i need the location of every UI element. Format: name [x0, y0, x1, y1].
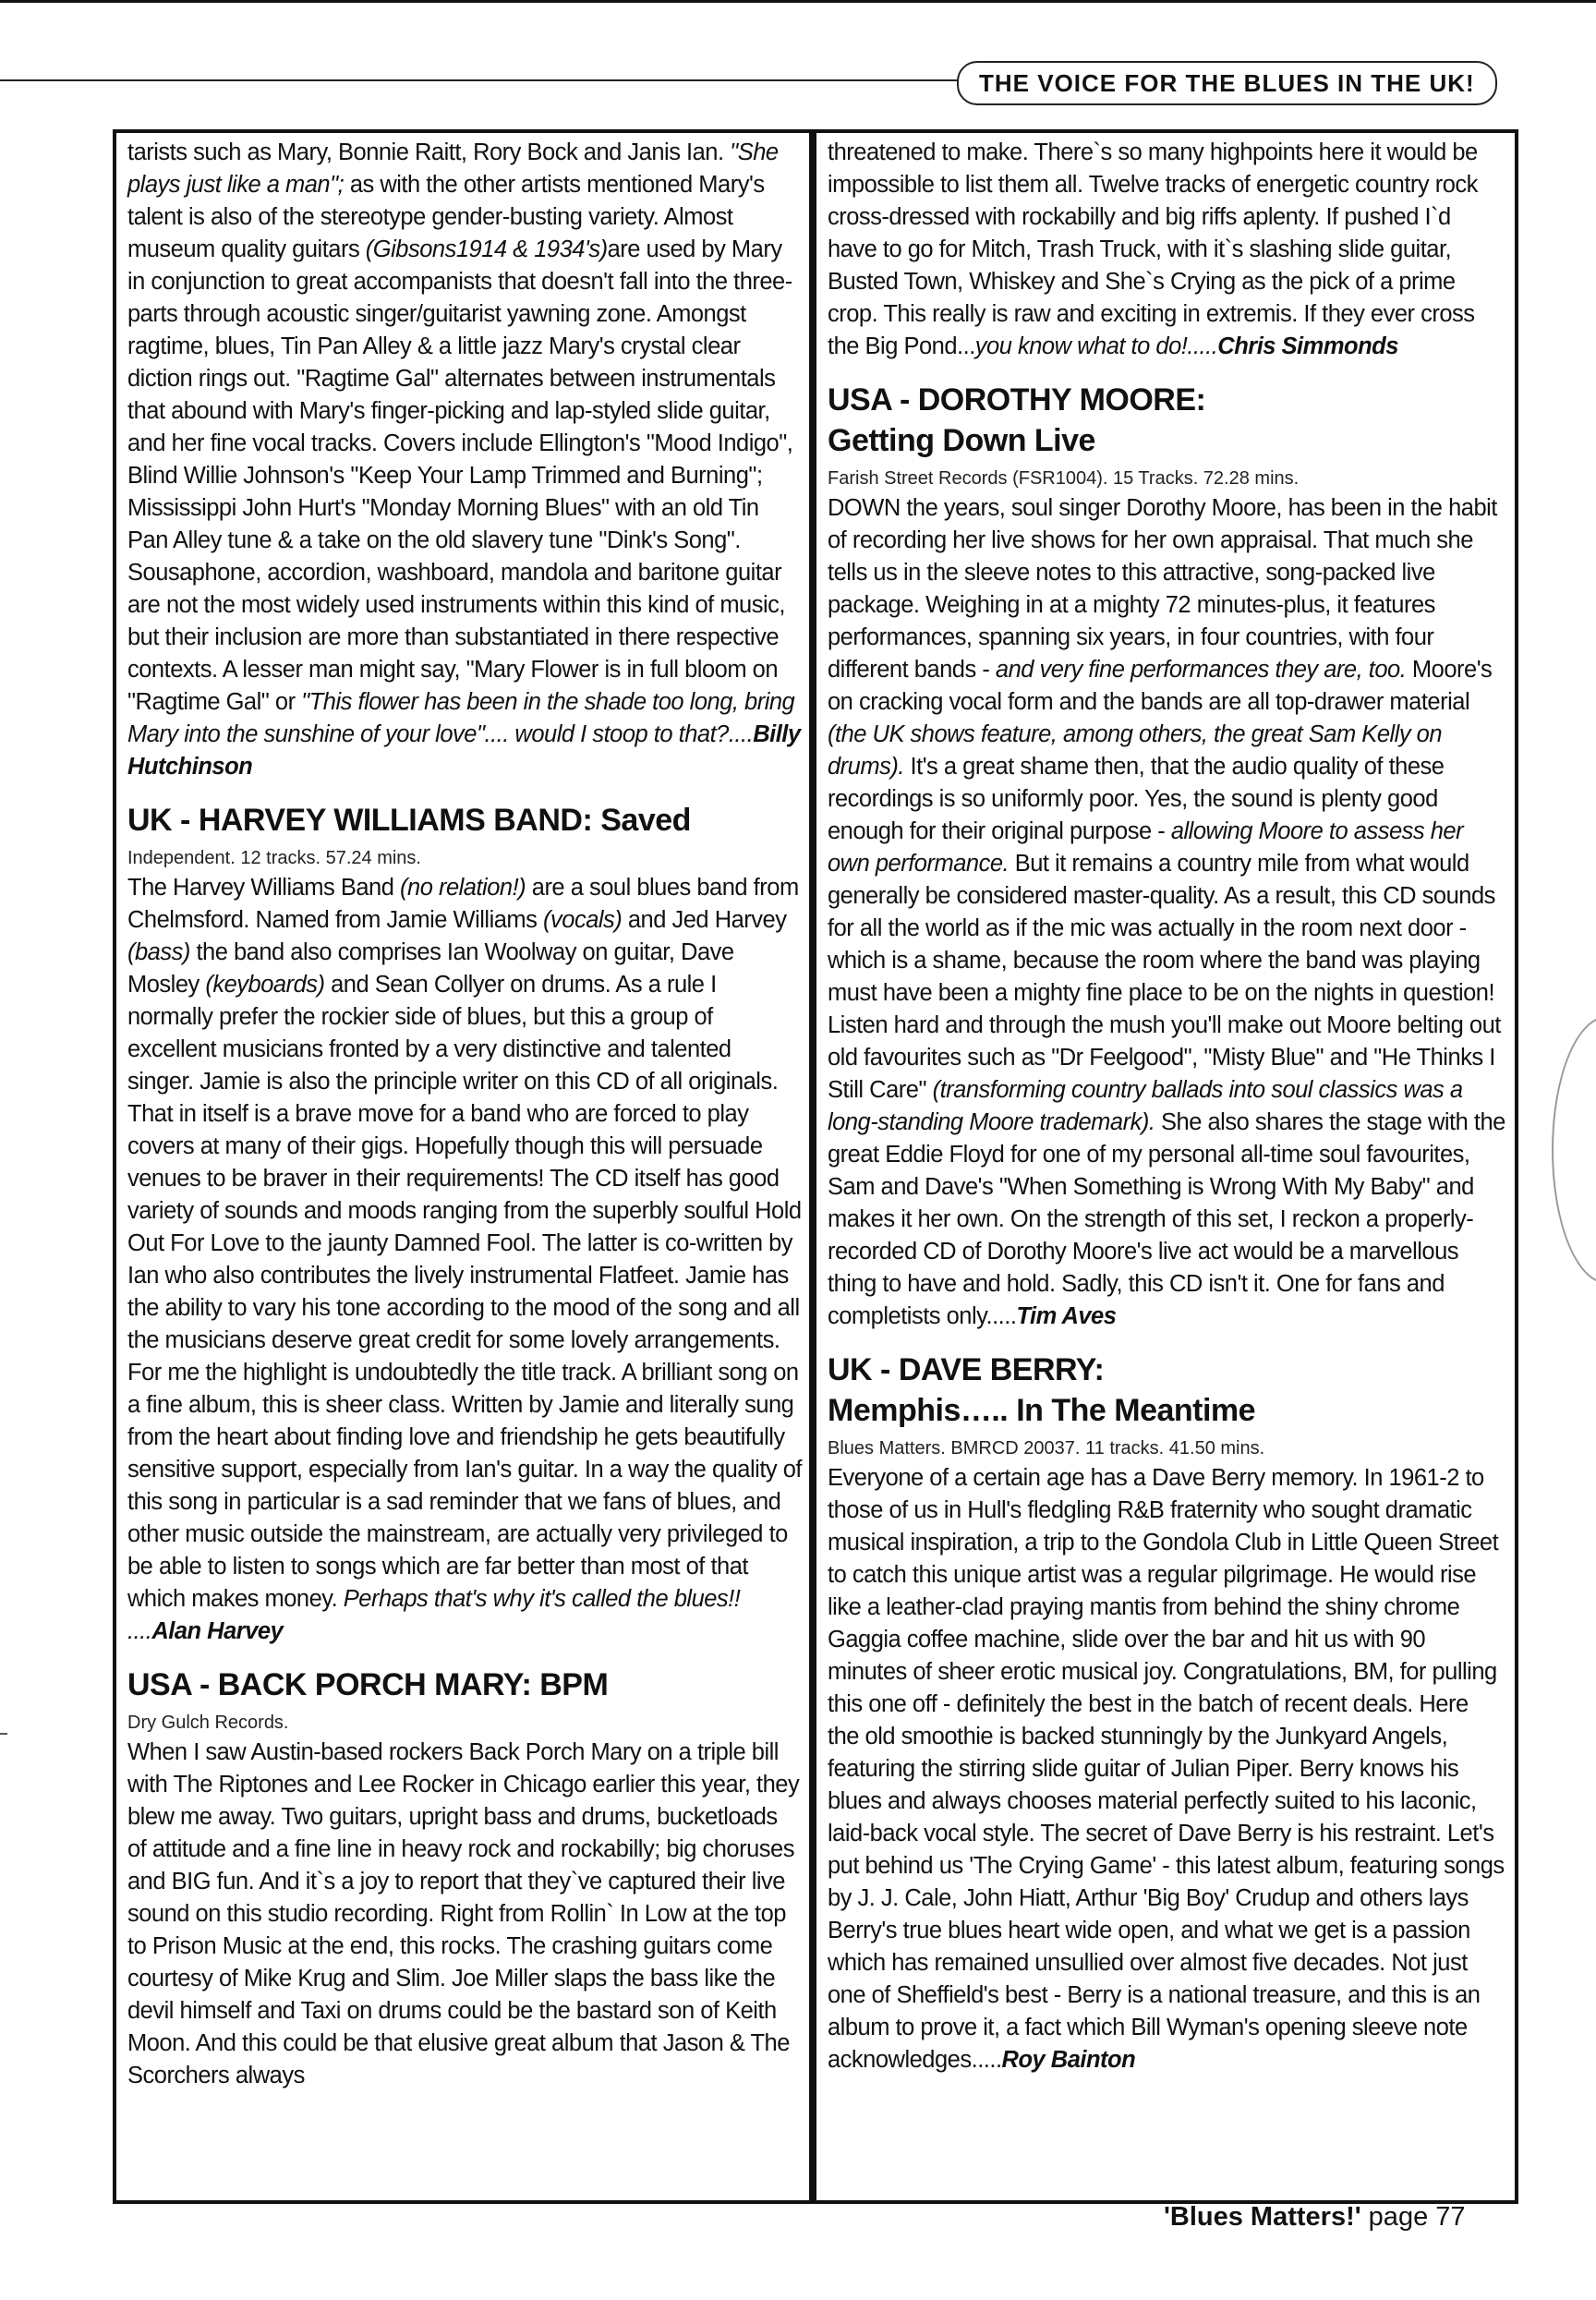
left-column: [113, 129, 815, 2204]
reviewer-signature: Chris Simmonds: [1217, 333, 1398, 359]
review-title-dorothy-moore: USA - DOROTHY MOORE: Getting Down Live: [828, 382, 1206, 458]
review-body-back-porch-mary: When I saw Austin-based rockers Back Porch Mary on a triple bill with The Riptones and Lee Rocker in Chicago earlier this year, they blew me away. Two guitars, upright bass and drums, bucketloads of attitude and a fine line in heavy rock and rockabilly; big choruses and BIG fun. And it`s a joy to report that they`ve captured their live sound on this studio recording. Right from Rollin` In Low at the top to Prison Music at the end, this rocks. The crashing guitars come courtesy of Mike Krug and Slim. Joe Miller slaps the bass like the devil himself and Taxi on drums could be the bastard son of Keith Moon. And this could be that elusive great album that Jason & The Scorchers always: [127, 1739, 800, 2088]
reviewer-signature: Alan Harvey: [151, 1618, 284, 1644]
intro-review-text: tarists such as Mary, Bonnie Raitt, Rory Bock and Janis Ian. "She plays just like a man"; as with the other artists mentioned Mary's talent is also of the stereotype gender-busting variety. Almost museum quality guitars (Gibsons1914 & 1934's)are used by Mary in conjunction to great accompanists that doesn't fall into the three-parts through acoustic singer/guitarist yawning zone. Amongst ragtime, blues, Tin Pan Alley & a little jazz Mary's crystal clear diction rings out. "Ragtime Gal" alternates between instrumentals that abound with Mary's finger-picking and lap-styled slide guitar, and her fine vocal tracks. Covers include Ellington's "Mood Indigo", Blind Willie Johnson's "Keep Your Lamp Trimmed and Burning"; Mississippi John Hurt's "Monday Morning Blues" with an old Tin Pan Alley tune & a take on the old slavery tune "Dink's Song". Sousaphone, accordion, washboard, mandola and baritone guitar are not the most widely used instruments within this kind of music, but their inclusion are more than substantiated in there respective contexts. A lesser man might say, "Mary Flower is in full bloom on "Ragtime Gal" or "This flower has been in the shade too long, bring Mary into the sunshine of your love".... would I stoop to that?....Billy Hutchinson: [127, 139, 801, 780]
header-rule: [0, 79, 961, 81]
reviewer-signature: Tim Aves: [1016, 1303, 1117, 1329]
review-title-back-porch-mary: USA - BACK PORCH MARY: BPM: [127, 1667, 609, 1702]
review-body-harvey-williams: The Harvey Williams Band (no relation!) are a soul blues band from Chelmsford. Named from Jamie Williams (vocals) and Jed Harvey (bass) the band also comprises Ian Woolway on guitar, Dave Mosley (keyboards) and Sean Collyer on drums. As a rule I normally prefer the rockier side of blues, but this a group of excellent musicians fronted by a very distinctive and talented singer. Jamie is also the principle writer on this CD of all originals. That in itself is a brave move for a band who are forced to play covers at many of their gigs. Hopefully though this will persuade venues to be braver in their requirements! The CD itself has good variety of sounds and moods ranging from the superbly soulful Hold Out For Love to the jaunty Damned Fool. The latter is co-written by Ian who also contributes the lively instrumental Flatfeet. Jamie has the ability to vary his tone according to the mood of the song and all the musicians deserve great credit for some lovely arrangements. For me the highlight is undoubtedly the title track. A brilliant song on a fine album, this is sheer class. Written by Jamie and literally sung from the heart about finding love and friendship he gets beautifully sensitive support, especially from Ian's guitar. In a way the quality of this song in particular is a sad reminder that we fans of blues, and other music outside the mainstream, are actually very privileged to be able to listen to songs which are far better than most of that which makes money. Perhaps that's why it's called the blues!! ....Alan Harvey: [127, 875, 803, 1644]
magazine-name: 'Blues Matters!': [1164, 2202, 1361, 2232]
right-column: [813, 129, 1518, 2204]
review-meta-harvey-williams: Independent. 12 tracks. 57.24 mins.: [127, 848, 421, 868]
review-continuation-text: threatened to make. There`s so many highpoints here it would be impossible to list them all. Twelve tracks of energetic country rock cross-dressed with rockabilly and big riffs aplenty. If pushed I`d have to go for Mitch, Trash Truck, with it`s slashing slide guitar, Busted Town, Whiskey and She`s Crying as the pick of a prime crop. This really is raw and exciting in extremis. If they ever cross the Big Pond...you know what to do!.....Chris Simmonds: [828, 139, 1478, 359]
margin-mark: [0, 1733, 7, 1735]
reviewer-signature: Billy Hutchinson: [127, 721, 801, 780]
page-edge-curve: [1552, 1016, 1596, 1284]
review-meta-dorothy-moore: Farish Street Records (FSR1004). 15 Tracks. 72.28 mins.: [828, 468, 1300, 489]
review-title-harvey-williams: UK - HARVEY WILLIAMS BAND: Saved: [127, 803, 691, 838]
header-banner: THE VOICE FOR THE BLUES IN THE UK!: [957, 61, 1497, 105]
review-meta-dave-berry: Blues Matters. BMRCD 20037. 11 tracks. 41.50 mins.: [828, 1438, 1265, 1459]
reviewer-signature: Roy Bainton: [1001, 2047, 1136, 2073]
review-title-dave-berry: UK - DAVE BERRY: Memphis….. In The Meantime: [828, 1352, 1256, 1428]
review-body-dorothy-moore: DOWN the years, soul singer Dorothy Moore, has been in the habit of recording her live shows for her own appraisal. That much she tells us in the sleeve notes to this attractive, song-packed live package. Weighing in at a mighty 72 minutes-plus, it features performances, spanning six years, in four countries, with four different bands - and very fine performances they are, too. Moore's on cracking vocal form and the bands are all top-drawer material (the UK shows feature, among others, the great Sam Kelly on drums). It's a great shame then, that the audio quality of these recordings is so uniformly poor. Yes, the sound is plenty good enough for their original purpose - allowing Moore to assess her own performance. But it remains a country mile from what would generally be considered master-quality. As a result, this CD sounds for all the world as if the mic was actually in the room next door - which is a shame, because the room where the band was playing must have been a mighty fine place to be on the nights in question! Listen hard and through the mush you'll make out Moore belting out old favourites such as "Dr Feelgood", "Misty Blue" and "He Thinks I Still Care" (transforming country ballads into soul classics was a long-standing Moore trademark). She also shares the stage with the great Eddie Floyd for one of my personal all-time soul favourites, Sam and Dave's "When Something is Wrong With My Baby" and makes it her own. On the strength of this set, I reckon a properly-recorded CD of Dorothy Moore's live act would be a marvellous thing to have and hold. Sadly, this CD isn't it. One for fans and completists only.....Tim Aves: [828, 495, 1505, 1329]
review-body-dave-berry: Everyone of a certain age has a Dave Berry memory. In 1961-2 to those of us in Hull's fledgling R&B fraternity who sought dramatic musical inspiration, a trip to the Gondola Club in Little Queen Street to catch this unique artist was a regular pilgrimage. He would rise like a leather-clad praying mantis from behind the shiny chrome Gaggia coffee machine, slide over the bar and hit us with 90 minutes of sheer erotic musical joy. Congratulations, BM, for pulling this one off - definitely the best in the batch of recent deals. Here the old smoothie is backed stunningly by the Junkyard Angels, featuring the stirring slide guitar of Julian Piper. Berry knows his blues and always chooses material perfectly suited to his laconic, laid-back vocal style. The secret of Dave Berry is his restraint. Let's put behind us 'The Crying Game' - this latest album, featuring songs by J. J. Cale, John Hiatt, Arthur 'Big Boy' Crudup and others lays Berry's true blues heart wide open, and what we get is a passion which has remained unsullied over almost five decades. Not just one of Sheffield's best - Berry is a national treasure, and this is an album to prove it, a fact which Bill Wyman's opening sleeve note acknowledges.....Roy Bainton: [828, 1465, 1505, 2073]
review-meta-back-porch-mary: Dry Gulch Records.: [127, 1713, 289, 1733]
page-footer: [1164, 2202, 1466, 2233]
page-number: page 77: [1360, 2202, 1466, 2232]
top-rule: [0, 0, 1596, 3]
